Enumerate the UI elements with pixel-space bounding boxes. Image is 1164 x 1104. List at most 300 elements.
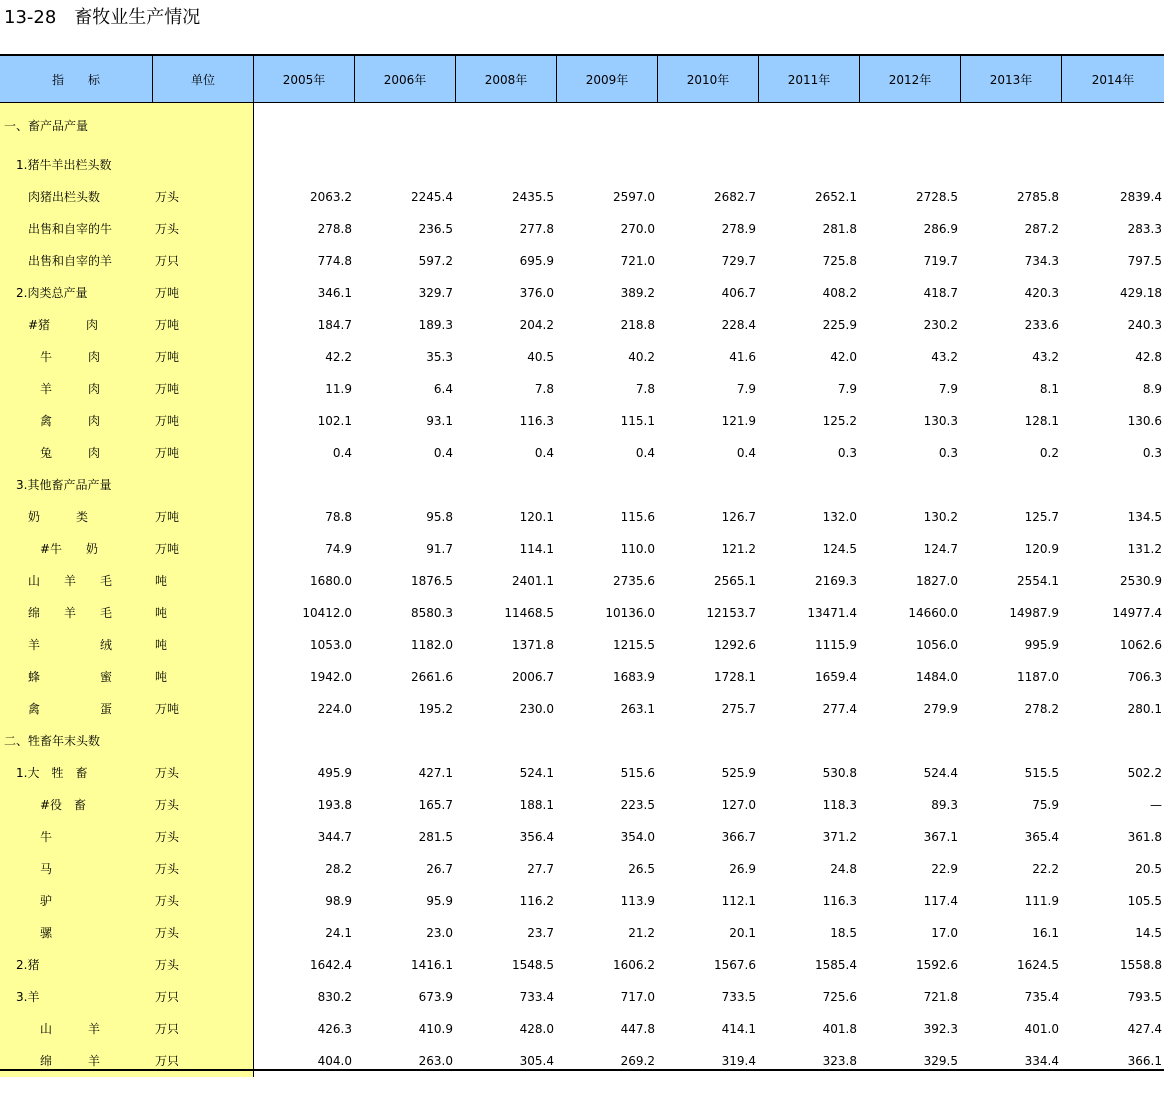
table-row bbox=[0, 885, 1164, 917]
value-cell: — bbox=[1150, 798, 1162, 812]
value-cell: 43.2 bbox=[1032, 350, 1059, 364]
value-cell: 1585.4 bbox=[815, 958, 857, 972]
value-cell: 7.8 bbox=[534, 382, 554, 396]
value-cell bbox=[557, 469, 658, 501]
table-header bbox=[0, 56, 1164, 103]
value-cell: 218.8 bbox=[620, 318, 655, 332]
value-cell: 120.1 bbox=[519, 510, 554, 524]
row-unit: 万头 bbox=[153, 853, 254, 885]
table-row bbox=[0, 725, 1164, 757]
table-row bbox=[0, 341, 1164, 373]
row-unit: 万吨 bbox=[153, 437, 254, 469]
row-indicator: 2.肉类总产量 bbox=[0, 277, 153, 309]
row-indicator: 1.猪牛羊出栏头数 bbox=[0, 149, 153, 181]
value-cell: 8.1 bbox=[1039, 382, 1059, 396]
header-year: 2005年 bbox=[254, 56, 355, 102]
value-cell: 118.3 bbox=[822, 798, 857, 812]
value-cell: 515.6 bbox=[620, 766, 655, 780]
value-cell: 128.1 bbox=[1024, 414, 1059, 428]
value-cell: 2401.1 bbox=[512, 574, 554, 588]
value-cell: 8580.3 bbox=[411, 606, 453, 620]
value-cell: 428.0 bbox=[519, 1022, 554, 1036]
value-cell: 124.5 bbox=[822, 542, 857, 556]
value-cell: 1567.6 bbox=[714, 958, 756, 972]
table-row bbox=[0, 309, 1164, 341]
row-unit: 万吨 bbox=[153, 373, 254, 405]
row-unit: 万头 bbox=[153, 917, 254, 949]
value-cell: 121.9 bbox=[721, 414, 756, 428]
value-cell: 17.0 bbox=[931, 926, 958, 940]
row-indicator: 驴 bbox=[0, 885, 153, 917]
value-cell: 0.4 bbox=[433, 446, 453, 460]
value-cell: 12153.7 bbox=[706, 606, 756, 620]
value-cell: 14987.9 bbox=[1009, 606, 1059, 620]
value-cell: 414.1 bbox=[721, 1022, 756, 1036]
value-cell: 14660.0 bbox=[908, 606, 958, 620]
value-cell: 134.5 bbox=[1127, 510, 1162, 524]
row-unit: 万只 bbox=[153, 245, 254, 277]
value-cell: 392.3 bbox=[923, 1022, 958, 1036]
value-cell: 26.7 bbox=[426, 862, 453, 876]
value-cell: 371.2 bbox=[822, 830, 857, 844]
value-cell: 27.7 bbox=[527, 862, 554, 876]
value-cell bbox=[759, 149, 860, 181]
value-cell: 225.9 bbox=[822, 318, 857, 332]
value-cell: 1056.0 bbox=[916, 638, 958, 652]
row-indicator: 1.大 牲 畜 bbox=[0, 757, 153, 789]
row-indicator: 绵 羊 毛 bbox=[0, 597, 153, 629]
value-cell: 35.3 bbox=[426, 350, 453, 364]
value-cell bbox=[961, 149, 1062, 181]
value-cell: 126.7 bbox=[721, 510, 756, 524]
value-cell: 1371.8 bbox=[512, 638, 554, 652]
table-row bbox=[0, 917, 1164, 949]
row-unit: 万只 bbox=[153, 981, 254, 1013]
value-cell: 91.7 bbox=[426, 542, 453, 556]
row-indicator: 绵 羊 bbox=[0, 1045, 153, 1077]
row-indicator: 山 羊 bbox=[0, 1013, 153, 1045]
value-cell: 78.8 bbox=[325, 510, 352, 524]
value-cell: 376.0 bbox=[519, 286, 554, 300]
value-cell bbox=[759, 469, 860, 501]
value-cell: 2565.1 bbox=[714, 574, 756, 588]
value-cell: 20.5 bbox=[1135, 862, 1162, 876]
value-cell bbox=[456, 149, 557, 181]
row-unit: 万只 bbox=[153, 1013, 254, 1045]
value-cell: 366.7 bbox=[721, 830, 756, 844]
value-cell: 270.0 bbox=[620, 222, 655, 236]
value-cell: 95.9 bbox=[426, 894, 453, 908]
value-cell bbox=[355, 103, 456, 149]
value-cell: 427.4 bbox=[1127, 1022, 1162, 1036]
value-cell: 7.9 bbox=[938, 382, 958, 396]
value-cell: 0.4 bbox=[635, 446, 655, 460]
value-cell: 24.1 bbox=[325, 926, 352, 940]
row-indicator: 2.猪 bbox=[0, 949, 153, 981]
table-row bbox=[0, 949, 1164, 981]
value-cell: 26.9 bbox=[729, 862, 756, 876]
value-cell: 0.3 bbox=[837, 446, 857, 460]
row-unit: 万只 bbox=[153, 1045, 254, 1077]
value-cell: 7.9 bbox=[837, 382, 857, 396]
value-cell: 188.1 bbox=[519, 798, 554, 812]
row-indicator: 牛 bbox=[0, 821, 153, 853]
value-cell: 1215.5 bbox=[613, 638, 655, 652]
value-cell: 116.2 bbox=[519, 894, 554, 908]
value-cell: 1592.6 bbox=[916, 958, 958, 972]
table-row bbox=[0, 693, 1164, 725]
value-cell: 1624.5 bbox=[1017, 958, 1059, 972]
value-cell: 105.5 bbox=[1127, 894, 1162, 908]
value-cell: 223.5 bbox=[620, 798, 655, 812]
value-cell: 40.5 bbox=[527, 350, 554, 364]
value-cell: 733.5 bbox=[721, 990, 756, 1004]
value-cell: 278.8 bbox=[317, 222, 352, 236]
value-cell: 74.9 bbox=[325, 542, 352, 556]
value-cell: 1683.9 bbox=[613, 670, 655, 684]
value-cell: 14.5 bbox=[1135, 926, 1162, 940]
table-row bbox=[0, 661, 1164, 693]
table-row bbox=[0, 1013, 1164, 1045]
value-cell: 281.8 bbox=[822, 222, 857, 236]
value-cell: 278.9 bbox=[721, 222, 756, 236]
value-cell: 95.8 bbox=[426, 510, 453, 524]
value-cell: 2839.4 bbox=[1120, 190, 1162, 204]
value-cell bbox=[860, 149, 961, 181]
row-unit bbox=[153, 469, 254, 501]
value-cell: 1642.4 bbox=[310, 958, 352, 972]
value-cell bbox=[1062, 725, 1164, 757]
value-cell: 0.3 bbox=[938, 446, 958, 460]
row-indicator: 马 bbox=[0, 853, 153, 885]
header-indicator: 指 标 bbox=[0, 56, 153, 102]
value-cell: 18.5 bbox=[830, 926, 857, 940]
value-cell: 793.5 bbox=[1127, 990, 1162, 1004]
value-cell: 495.9 bbox=[317, 766, 352, 780]
value-cell bbox=[355, 149, 456, 181]
header-year: 2011年 bbox=[759, 56, 860, 102]
table-body bbox=[0, 103, 1164, 1077]
header-unit: 单位 bbox=[153, 56, 254, 102]
value-cell: 525.9 bbox=[721, 766, 756, 780]
table-row bbox=[0, 405, 1164, 437]
value-cell: 319.4 bbox=[721, 1054, 756, 1068]
value-cell: 26.5 bbox=[628, 862, 655, 876]
value-cell: 233.6 bbox=[1024, 318, 1059, 332]
table-row bbox=[0, 853, 1164, 885]
row-indicator: #牛 奶 bbox=[0, 533, 153, 565]
value-cell bbox=[658, 103, 759, 149]
row-unit: 万头 bbox=[153, 213, 254, 245]
value-cell: 426.3 bbox=[317, 1022, 352, 1036]
value-cell: 8.9 bbox=[1142, 382, 1162, 396]
value-cell: 2652.1 bbox=[815, 190, 857, 204]
value-cell: 230.2 bbox=[923, 318, 958, 332]
value-cell: 11.9 bbox=[325, 382, 352, 396]
value-cell: 280.1 bbox=[1127, 702, 1162, 716]
value-cell: 28.2 bbox=[325, 862, 352, 876]
value-cell: 111.9 bbox=[1024, 894, 1059, 908]
value-cell bbox=[557, 725, 658, 757]
value-cell: 1062.6 bbox=[1120, 638, 1162, 652]
value-cell bbox=[254, 469, 355, 501]
value-cell: 2169.3 bbox=[815, 574, 857, 588]
row-unit: 吨 bbox=[153, 565, 254, 597]
value-cell: 2435.5 bbox=[512, 190, 554, 204]
value-cell: 329.7 bbox=[418, 286, 453, 300]
value-cell: 356.4 bbox=[519, 830, 554, 844]
row-indicator: 出售和自宰的牛 bbox=[0, 213, 153, 245]
row-unit: 万吨 bbox=[153, 533, 254, 565]
value-cell: 366.1 bbox=[1127, 1054, 1162, 1068]
header-year: 2012年 bbox=[860, 56, 961, 102]
value-cell: 75.9 bbox=[1032, 798, 1059, 812]
value-cell: 279.9 bbox=[923, 702, 958, 716]
value-cell: 6.4 bbox=[433, 382, 453, 396]
value-cell: 346.1 bbox=[317, 286, 352, 300]
value-cell: 130.6 bbox=[1127, 414, 1162, 428]
table-row bbox=[0, 469, 1164, 501]
value-cell: 1053.0 bbox=[310, 638, 352, 652]
value-cell: 130.2 bbox=[923, 510, 958, 524]
row-indicator: 羊 肉 bbox=[0, 373, 153, 405]
value-cell: 115.6 bbox=[620, 510, 655, 524]
row-unit bbox=[153, 725, 254, 757]
value-cell: 1292.6 bbox=[714, 638, 756, 652]
value-cell bbox=[961, 469, 1062, 501]
value-cell: 110.0 bbox=[620, 542, 655, 556]
row-unit: 万头 bbox=[153, 789, 254, 821]
value-cell bbox=[1062, 149, 1164, 181]
value-cell: 20.1 bbox=[729, 926, 756, 940]
row-indicator: 兔 肉 bbox=[0, 437, 153, 469]
table-row bbox=[0, 597, 1164, 629]
row-indicator: #猪 肉 bbox=[0, 309, 153, 341]
value-cell: 21.2 bbox=[628, 926, 655, 940]
value-cell bbox=[759, 103, 860, 149]
value-cell: 695.9 bbox=[519, 254, 554, 268]
value-cell: 193.8 bbox=[317, 798, 352, 812]
value-cell: 354.0 bbox=[620, 830, 655, 844]
table-row bbox=[0, 149, 1164, 181]
value-cell: 14977.4 bbox=[1112, 606, 1162, 620]
value-cell: 1606.2 bbox=[613, 958, 655, 972]
value-cell bbox=[658, 725, 759, 757]
value-cell: 124.7 bbox=[923, 542, 958, 556]
data-table bbox=[0, 54, 1164, 1077]
value-cell: 344.7 bbox=[317, 830, 352, 844]
value-cell: 230.0 bbox=[519, 702, 554, 716]
value-cell: 597.2 bbox=[418, 254, 453, 268]
value-cell: 729.7 bbox=[721, 254, 756, 268]
value-cell bbox=[860, 469, 961, 501]
table-row bbox=[0, 213, 1164, 245]
value-cell: 404.0 bbox=[317, 1054, 352, 1068]
value-cell bbox=[557, 103, 658, 149]
value-cell: 418.7 bbox=[923, 286, 958, 300]
value-cell bbox=[355, 725, 456, 757]
value-cell: 530.8 bbox=[822, 766, 857, 780]
value-cell: 278.2 bbox=[1024, 702, 1059, 716]
value-cell: 41.6 bbox=[729, 350, 756, 364]
value-cell: 367.1 bbox=[923, 830, 958, 844]
value-cell: 23.7 bbox=[527, 926, 554, 940]
row-indicator: #役 畜 bbox=[0, 789, 153, 821]
value-cell: 184.7 bbox=[317, 318, 352, 332]
row-unit: 吨 bbox=[153, 629, 254, 661]
row-indicator: 蜂 蜜 bbox=[0, 661, 153, 693]
table-row bbox=[0, 181, 1164, 213]
value-cell: 16.1 bbox=[1032, 926, 1059, 940]
value-cell bbox=[961, 725, 1062, 757]
value-cell: 112.1 bbox=[721, 894, 756, 908]
value-cell: 115.1 bbox=[620, 414, 655, 428]
value-cell: 323.8 bbox=[822, 1054, 857, 1068]
row-indicator: 出售和自宰的羊 bbox=[0, 245, 153, 277]
value-cell: 420.3 bbox=[1024, 286, 1059, 300]
value-cell: 733.4 bbox=[519, 990, 554, 1004]
table-row bbox=[0, 981, 1164, 1013]
value-cell: 1182.0 bbox=[411, 638, 453, 652]
table-row bbox=[0, 437, 1164, 469]
header-year: 2013年 bbox=[961, 56, 1062, 102]
value-cell: 2530.9 bbox=[1120, 574, 1162, 588]
row-indicator: 一、畜产品产量 bbox=[0, 103, 153, 149]
value-cell: 995.9 bbox=[1024, 638, 1059, 652]
value-cell: 401.8 bbox=[822, 1022, 857, 1036]
value-cell: 117.4 bbox=[923, 894, 958, 908]
table-row bbox=[0, 373, 1164, 405]
value-cell: 22.2 bbox=[1032, 862, 1059, 876]
value-cell: 1558.8 bbox=[1120, 958, 1162, 972]
value-cell: 725.8 bbox=[822, 254, 857, 268]
value-cell: 277.4 bbox=[822, 702, 857, 716]
value-cell: 113.9 bbox=[620, 894, 655, 908]
table-row bbox=[0, 757, 1164, 789]
value-cell bbox=[961, 103, 1062, 149]
value-cell: 42.2 bbox=[325, 350, 352, 364]
table-row bbox=[0, 245, 1164, 277]
value-cell: 0.2 bbox=[1039, 446, 1059, 460]
value-cell: 204.2 bbox=[519, 318, 554, 332]
value-cell: 236.5 bbox=[418, 222, 453, 236]
value-cell: 131.2 bbox=[1127, 542, 1162, 556]
table-row bbox=[0, 1045, 1164, 1077]
bottom-rule bbox=[0, 1069, 1164, 1071]
value-cell: 275.7 bbox=[721, 702, 756, 716]
value-cell bbox=[860, 725, 961, 757]
value-cell: 515.5 bbox=[1024, 766, 1059, 780]
value-cell: 1548.5 bbox=[512, 958, 554, 972]
value-cell: 2728.5 bbox=[916, 190, 958, 204]
value-cell: 2554.1 bbox=[1017, 574, 1059, 588]
row-unit: 吨 bbox=[153, 661, 254, 693]
value-cell: 524.1 bbox=[519, 766, 554, 780]
value-cell bbox=[1062, 103, 1164, 149]
value-cell: 121.2 bbox=[721, 542, 756, 556]
value-cell bbox=[355, 469, 456, 501]
value-cell: 0.3 bbox=[1142, 446, 1162, 460]
row-indicator: 骡 bbox=[0, 917, 153, 949]
value-cell: 2063.2 bbox=[310, 190, 352, 204]
value-cell: 228.4 bbox=[721, 318, 756, 332]
value-cell: 287.2 bbox=[1024, 222, 1059, 236]
row-unit: 万吨 bbox=[153, 277, 254, 309]
value-cell: 725.6 bbox=[822, 990, 857, 1004]
row-indicator: 3.羊 bbox=[0, 981, 153, 1013]
value-cell: 114.1 bbox=[519, 542, 554, 556]
row-unit: 万头 bbox=[153, 885, 254, 917]
table-row bbox=[0, 821, 1164, 853]
value-cell: 706.3 bbox=[1127, 670, 1162, 684]
value-cell: 93.1 bbox=[426, 414, 453, 428]
value-cell bbox=[658, 149, 759, 181]
value-cell: 1115.9 bbox=[815, 638, 857, 652]
value-cell: 721.0 bbox=[620, 254, 655, 268]
value-cell: 165.7 bbox=[418, 798, 453, 812]
value-cell bbox=[254, 103, 355, 149]
value-cell: 524.4 bbox=[923, 766, 958, 780]
value-cell: 2735.6 bbox=[613, 574, 655, 588]
value-cell: 719.7 bbox=[923, 254, 958, 268]
value-cell: 797.5 bbox=[1127, 254, 1162, 268]
value-cell bbox=[254, 725, 355, 757]
value-cell bbox=[456, 103, 557, 149]
row-unit: 万吨 bbox=[153, 693, 254, 725]
table-row bbox=[0, 789, 1164, 821]
value-cell bbox=[456, 725, 557, 757]
row-unit: 万头 bbox=[153, 181, 254, 213]
value-cell: 281.5 bbox=[418, 830, 453, 844]
value-cell: 42.0 bbox=[830, 350, 857, 364]
value-cell: 7.9 bbox=[736, 382, 756, 396]
row-unit bbox=[153, 149, 254, 181]
value-cell: 2245.4 bbox=[411, 190, 453, 204]
value-cell: 195.2 bbox=[418, 702, 453, 716]
value-cell: 22.9 bbox=[931, 862, 958, 876]
value-cell: 116.3 bbox=[822, 894, 857, 908]
value-cell: 43.2 bbox=[931, 350, 958, 364]
value-cell: 125.2 bbox=[822, 414, 857, 428]
value-cell: 1680.0 bbox=[310, 574, 352, 588]
value-cell: 447.8 bbox=[620, 1022, 655, 1036]
value-cell: 401.0 bbox=[1024, 1022, 1059, 1036]
value-cell: 365.4 bbox=[1024, 830, 1059, 844]
value-cell: 1659.4 bbox=[815, 670, 857, 684]
value-cell: 7.8 bbox=[635, 382, 655, 396]
value-cell: 286.9 bbox=[923, 222, 958, 236]
table-row bbox=[0, 629, 1164, 661]
value-cell: 735.4 bbox=[1024, 990, 1059, 1004]
value-cell: 2785.8 bbox=[1017, 190, 1059, 204]
value-cell bbox=[860, 103, 961, 149]
value-cell: 189.3 bbox=[418, 318, 453, 332]
value-cell: 429.18 bbox=[1120, 286, 1162, 300]
header-year: 2008年 bbox=[456, 56, 557, 102]
row-indicator: 山 羊 毛 bbox=[0, 565, 153, 597]
row-indicator: 禽 蛋 bbox=[0, 693, 153, 725]
row-unit: 万头 bbox=[153, 757, 254, 789]
header-year: 2009年 bbox=[557, 56, 658, 102]
value-cell: 130.3 bbox=[923, 414, 958, 428]
value-cell bbox=[254, 149, 355, 181]
value-cell: 42.8 bbox=[1135, 350, 1162, 364]
row-indicator: 禽 肉 bbox=[0, 405, 153, 437]
value-cell: 830.2 bbox=[317, 990, 352, 1004]
value-cell: 240.3 bbox=[1127, 318, 1162, 332]
value-cell: 673.9 bbox=[418, 990, 453, 1004]
row-indicator: 二、牲畜年末头数 bbox=[0, 725, 153, 757]
